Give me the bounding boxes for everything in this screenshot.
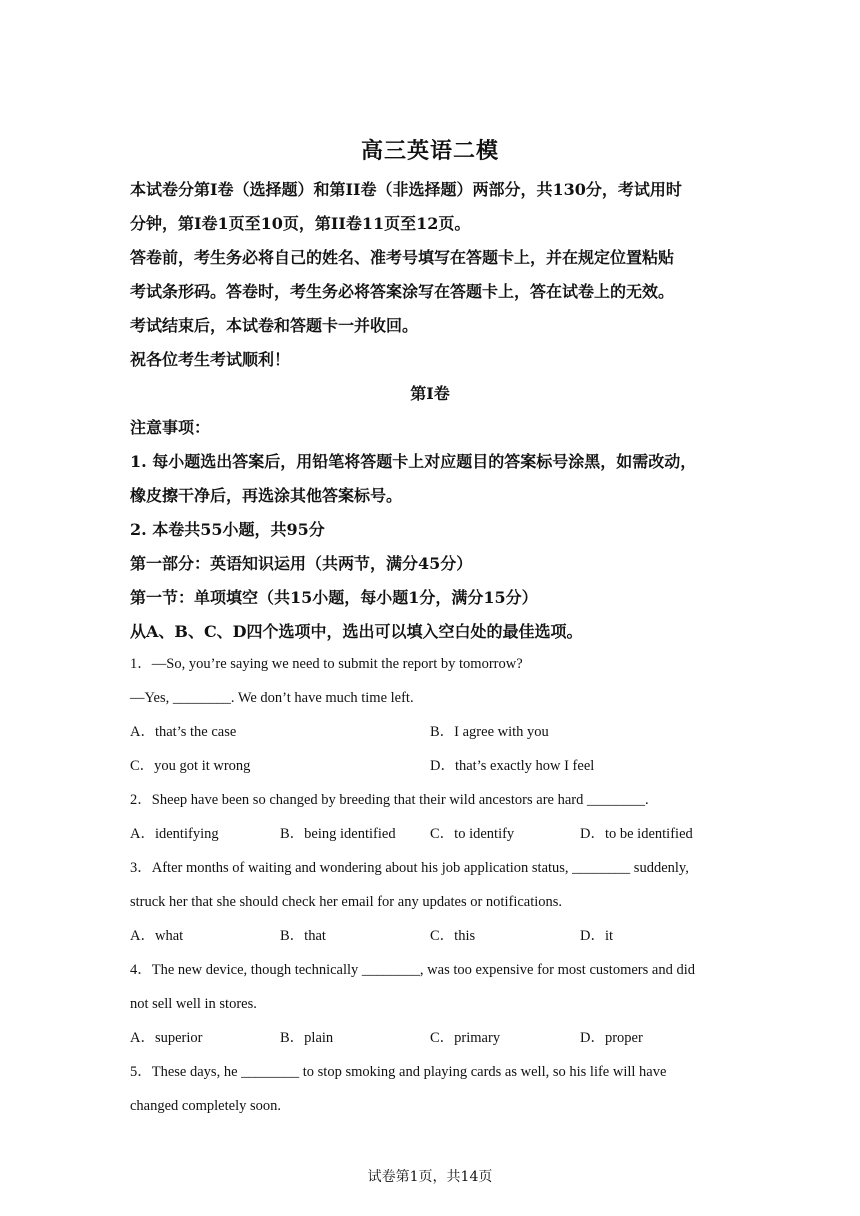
intro-line: 本试卷分第I卷（选择题）和第II卷（非选择题）两部分，共130分，考试用时 [130,180,682,199]
option-d: D．proper [580,1030,643,1046]
option-c: C．this [430,928,476,944]
option-c: C．you got it wrong [130,758,251,774]
option-b: B．I agree with you [430,724,549,740]
option-d: D．to be identified [580,826,693,842]
note-line: 1. 每小题选出答案后，用铅笔将答题卡上对应题目的答案标号涂黑，如需改动， [130,452,697,471]
option-b: B．that [280,928,326,944]
option-b: B．being identified [280,826,396,842]
part-one-heading: 第一部分：英语知识运用（共两节，满分45分） [130,554,473,573]
question-text: —Yes, ________. We don’t have much time left. [130,690,414,706]
option-b: B．plain [280,1030,334,1046]
question-text: 3．After months of waiting and wondering about his job application status, ________ suddenly, [130,860,689,876]
intro-line: 祝各位考生考试顺利！ [130,350,291,369]
question-text: 2．Sheep have been so changed by breeding that their wild ancestors are hard ________. [130,792,649,808]
section-one-heading: 第一节：单项填空（共15小题，每小题1分，满分15分） [130,588,538,607]
intro-line: 考试条形码。答卷时，考生务必将答案涂写在答题卡上，答在试卷上的无效。 [130,282,675,301]
option-d: D．it [580,928,614,944]
instruction: 从A、B、C、D四个选项中，选出可以填入空白处的最佳选项。 [130,622,583,641]
question-text: not sell well in stores. [130,996,257,1012]
section-title: 第I卷 [410,384,450,403]
page-title: 高三英语二模 [360,138,499,164]
option-c: C．to identify [430,826,515,842]
option-a: A．what [130,928,184,944]
note-line: 2. 本卷共55小题，共95分 [130,520,325,539]
notes-heading: 注意事项： [130,418,211,437]
intro-line: 分钟，第I卷1页至10页，第II卷11页至12页。 [130,214,471,233]
option-a: A．identifying [130,826,219,842]
question-text: 1．—So, you’re saying we need to submit the report by tomorrow? [130,656,523,672]
option-a: A．that’s the case [130,724,237,740]
question-text: 4．The new device, though technically ________, was too expensive for most customers and did [130,962,695,978]
intro-line: 考试结束后，本试卷和答题卡一并收回。 [130,316,419,335]
option-d: D．that’s exactly how I feel [430,758,595,774]
intro-line: 答卷前，考生务必将自己的姓名、准考号填写在答题卡上，并在规定位置粘贴 [130,248,675,267]
question-text: struck her that she should check her email for any updates or notifications. [130,894,563,910]
option-a: A．superior [130,1030,203,1046]
question-text: 5．These days, he ________ to stop smoking and playing cards as well, so his life will have [130,1064,667,1080]
page-footer: 试卷第1页，共14页 [367,1169,493,1185]
note-line: 橡皮擦干净后，再选涂其他答案标号。 [130,486,403,505]
option-c: C．primary [430,1030,501,1046]
question-text: changed completely soon. [130,1098,281,1114]
